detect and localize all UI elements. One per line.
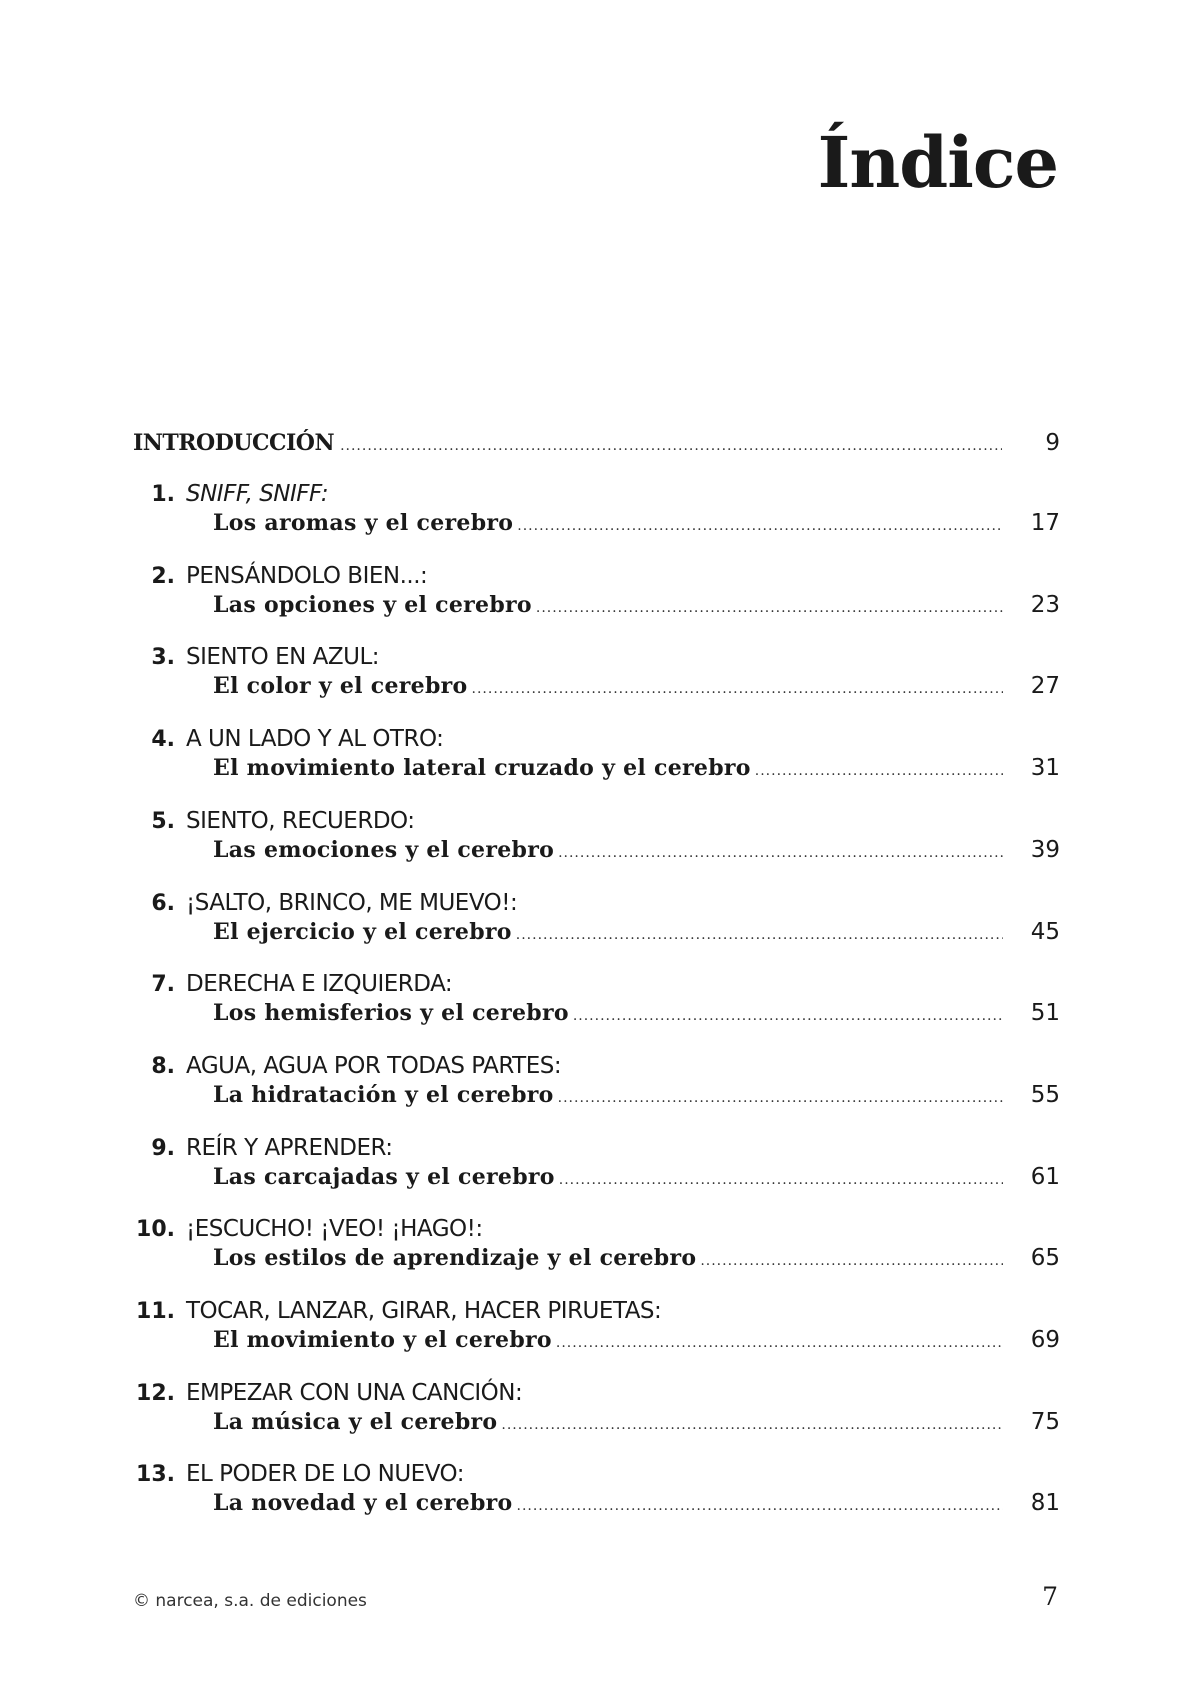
toc-intro-label: INTRODUCCIÓN [133,430,335,456]
toc-entry-number: 4. [151,727,175,752]
toc-entry[interactable] [133,1381,1060,1447]
toc-entry-title: DERECHA E IZQUIERDA: [186,971,453,997]
toc-entry-title: ¡SALTO, BRINCO, ME MUEVO!: [186,890,518,916]
toc-entry-number: 8. [151,1054,175,1079]
toc-entry-number: 10. [136,1217,175,1242]
toc-entry-subtitle: Las carcajadas y el cerebro [213,1164,559,1190]
toc-entry-title: TOCAR, LANZAR, GIRAR, HACER PIRUETAS: [186,1298,662,1324]
toc-entry-page: 45 [1030,919,1060,945]
dot-leader [472,681,1003,703]
toc-entry-title: PENSÁNDOLO BIEN...: [186,563,428,589]
toc-entry-leader-line [213,919,1060,949]
toc-entry-subtitle: Los aromas y el cerebro [213,510,517,536]
toc-entry-subtitle: Las opciones y el cerebro [213,592,536,618]
toc-entry-leader-line [213,755,1060,785]
toc-entry-page: 31 [1030,755,1060,781]
toc-entry[interactable] [133,809,1060,875]
toc-entry-leader-line [213,1164,1060,1194]
toc-entry-leader-line [213,510,1060,540]
toc-entry-title: A UN LADO Y AL OTRO: [186,726,444,752]
toc-entry-page: 23 [1030,592,1060,618]
toc-entry-leader-line [213,1327,1060,1357]
toc-intro-line[interactable] [133,430,1060,460]
dot-leader [700,1253,1002,1275]
toc-entry-number: 2. [151,564,175,589]
toc-entry-leader-line [213,1245,1060,1275]
footer-page-number: 7 [1042,1582,1058,1611]
toc-entry-page: 69 [1030,1327,1060,1353]
dot-leader [559,1172,1003,1194]
toc-entry-subtitle: La música y el cerebro [213,1409,501,1435]
toc-entry[interactable] [133,1217,1060,1283]
toc-entry-leader-line [213,1490,1060,1520]
toc-entry-number: 12. [136,1381,175,1406]
toc-entry[interactable] [133,564,1060,630]
toc-entry-page: 75 [1030,1409,1060,1435]
toc-entry-subtitle: El ejercicio y el cerebro [213,919,516,945]
toc-entry-title: SIENTO, RECUERDO: [186,808,415,834]
toc-entry-title: SNIFF, SNIFF: [186,481,329,507]
dot-leader [517,1498,1003,1520]
toc-entry-subtitle: Los hemisferios y el cerebro [213,1000,573,1026]
toc-entry-title: EL PODER DE LO NUEVO: [186,1461,464,1487]
toc-entry-title: ¡ESCUCHO! ¡VEO! ¡HAGO!: [186,1216,483,1242]
toc-entry-page: 17 [1030,510,1060,536]
toc-entry-page: 27 [1030,673,1060,699]
toc-entry-leader-line [213,592,1060,622]
toc-entry[interactable] [133,891,1060,957]
toc-entry-leader-line [213,1000,1060,1030]
dot-leader [517,518,1002,540]
toc-entry[interactable] [133,727,1060,793]
toc-entry[interactable] [133,1136,1060,1202]
dot-leader [558,1090,1003,1112]
toc-entry-number: 1. [151,482,175,507]
toc-entry[interactable] [133,482,1060,548]
toc-entry-number: 11. [136,1299,175,1324]
dot-leader [516,927,1003,949]
dot-leader [558,845,1003,867]
toc-entry-number: 9. [151,1136,175,1161]
dot-leader [501,1417,1002,1439]
toc-intro-page: 9 [1045,430,1060,456]
toc-entry-title: EMPEZAR CON UNA CANCIÓN: [186,1380,523,1406]
toc-entry[interactable] [133,972,1060,1038]
toc-entry[interactable] [133,645,1060,711]
toc-entry-subtitle: Los estilos de aprendizaje y el cerebro [213,1245,700,1271]
toc-entry-subtitle: El color y el cerebro [213,673,472,699]
toc-entry-leader-line [213,1409,1060,1439]
toc-entry-subtitle: La novedad y el cerebro [213,1490,517,1516]
dot-leader [536,600,1003,622]
toc-entry-page: 55 [1030,1082,1060,1108]
toc-entry-number: 13. [136,1462,175,1487]
dot-leader [755,763,1003,785]
toc-entry-number: 3. [151,645,175,670]
toc-entry-number: 5. [151,809,175,834]
toc-entry-page: 81 [1030,1490,1060,1516]
toc-entry-subtitle: Las emociones y el cerebro [213,837,558,863]
toc-entry-leader-line [213,837,1060,867]
toc-entry-title: REÍR Y APRENDER: [186,1135,393,1161]
toc-entry-number: 7. [151,972,175,997]
toc-entry-subtitle: El movimiento y el cerebro [213,1327,556,1353]
toc-entry[interactable] [133,1054,1060,1120]
toc-entry-leader-line [213,673,1060,703]
toc-entry-subtitle: El movimiento lateral cruzado y el cerebro [213,755,755,781]
footer-publisher: © narcea, s.a. de ediciones [133,1591,367,1611]
toc-entry[interactable] [133,1462,1060,1528]
toc-entry-subtitle: La hidratación y el cerebro [213,1082,558,1108]
toc-entry-title: AGUA, AGUA POR TODAS PARTES: [186,1053,562,1079]
toc-entry-page: 39 [1030,837,1060,863]
toc-entry-leader-line [213,1082,1060,1112]
dot-leader [340,438,1002,460]
page-title: Índice [817,121,1058,204]
toc-entry-page: 51 [1030,1000,1060,1026]
toc-entry-number: 6. [151,891,175,916]
toc-entry-page: 61 [1030,1164,1060,1190]
toc-entry[interactable] [133,1299,1060,1365]
dot-leader [556,1335,1003,1357]
toc-entry-page: 65 [1030,1245,1060,1271]
dot-leader [573,1008,1003,1030]
toc-entry-title: SIENTO EN AZUL: [186,644,380,670]
